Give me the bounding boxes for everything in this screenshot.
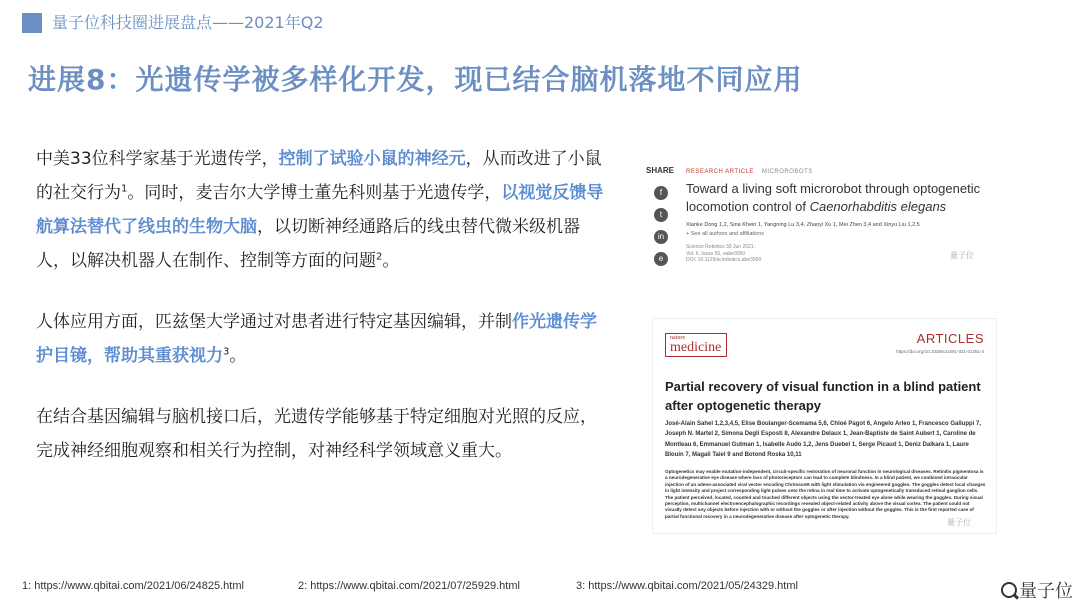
p1-text-c: 。同时，麦吉尔大学博士董先科则基于光遗传学， <box>127 183 502 203</box>
paper1-title-main: Toward a living soft microrobot through optogenetic locomotion control of <box>686 181 981 214</box>
p2-highlight: 作光遗传学护目镜，帮助其重获视力 <box>36 312 597 366</box>
nature-medicine-logo <box>665 333 727 357</box>
brand-logo-text: 量子位 <box>1019 581 1073 602</box>
p2-text-b: 。 <box>229 346 247 366</box>
footnote-ref-2: 2 <box>376 251 383 263</box>
logo-medicine-text: medicine <box>670 340 722 355</box>
paper-screenshot-nature-medicine <box>652 318 997 534</box>
paper1-subcategory: MICROROBOTS <box>761 169 813 175</box>
paper2-title: Partial recovery of visual function in a blind patient after optogenetic therapy <box>665 379 981 413</box>
paragraph-2 <box>36 305 604 373</box>
watermark: 量子位 <box>950 251 974 260</box>
page-title: 进展8：光遗传学被多样化开发，现已结合脑机落地不同应用 <box>28 63 803 96</box>
paragraph-1 <box>36 142 604 278</box>
paper1-see-all-link[interactable]: + See all authors and affiliations <box>686 231 765 237</box>
p1-text-e: 。 <box>382 251 400 271</box>
p1-text-d: ，以切断神经通路后的线虫替代微米级机器人，以解决机器人在制作、控制等方面的问题 <box>36 217 580 271</box>
paper1-title-italic: Caenorhabditis elegans <box>809 199 947 214</box>
paper1-meta-volume: Vol. 6, Issue 55, eabe3950 <box>686 250 746 257</box>
paper-screenshot-science-robotics <box>642 160 1004 272</box>
footnote-1[interactable]: 1: https://www.qbitai.com/2021/06/24825.html <box>22 580 244 592</box>
p1-text-b: ，从而改进了小鼠的社交行为 <box>36 149 602 203</box>
twitter-icon[interactable]: t <box>654 208 668 222</box>
paper2-authors: José-Alain Sahel 1,2,3,4,5, Elise Boulanger-Scemama 5,6, Chloé Pagot 6, Angelo Arleo 1, Francesco Galluppi 7, Joseph N. Martel 2, Simona Degli Esposti 8, Alexandre Delaux 1, Jean-Baptiste de Saint Aubert 1, Caroline de Montleau 6, Emmanuel Gutman 1, Isabelle Audo 1,2, Jens Duebel 1, Serge Picaud 1, Deniz Dalkara 1, Laure Blouin 7, Magali Taiel 9 and Botond Roska 10,11 <box>665 421 981 459</box>
linkedin-icon[interactable]: in <box>654 230 668 244</box>
footnote-ref-1: 1 <box>121 183 128 195</box>
p1-highlight-1: 控制了试验小鼠的神经元 <box>278 149 466 169</box>
paper2-doi: https://doi.org/10.1038/s41591-021-01351-4 <box>896 349 984 354</box>
footnote-3[interactable]: 3: https://www.qbitai.com/2021/05/24329.html <box>576 580 798 592</box>
watermark: 量子位 <box>947 518 971 527</box>
paper1-meta <box>686 244 761 264</box>
paper1-category-label: RESEARCH ARTICLE <box>686 169 754 175</box>
magnifier-q-icon <box>1001 582 1017 598</box>
p1-text-a: 中美33位科学家基于光遗传学， <box>36 149 279 169</box>
header-label: 量子位科技圈进展盘点——2021年Q2 <box>52 13 324 32</box>
p2-text-a: 人体应用方面，匹兹堡大学通过对患者进行特定基因编辑，并制 <box>36 312 512 332</box>
footnote-2[interactable]: 2: https://www.qbitai.com/2021/07/25929.html <box>298 580 520 592</box>
section-label: ARTICLES <box>916 331 984 346</box>
paper2-abstract: Optogenetics may enable mutation-independent, circuit-specific restoration of neuronal function in neurological diseases. Retinitis pigmentosa is a neurodegenerative eye disease where loss of photoreceptors can lead to complete blindness. In a blind patient, we combined intraocular injection of an adeno-associated viral vector encoding ChrimsonR with light stimulation via engineered goggles. The goggles detect local changes in light intensity and project corresponding light pulses onto the retina in real time to activate optogenetically transduced retinal ganglion cells. The patient perceived, located, counted and touched different objects using the vector-treated eye alone while wearing the goggles. During visual perception, multichannel electroencephalographic recordings revealed object-related activity above the visual cortex. The patient could not visually detect any objects before injection with or without the goggles or after injection without the goggles. This is the first reported case of partial functional recovery in a neurodegenerative disease after optogenetic therapy. <box>665 469 986 519</box>
paragraph-3: 在结合基因编辑与脑机接口后，光遗传学能够基于特定细胞对光照的反应，完成神经细胞观察和相关行为控制，对神经科学领域意义重大。 <box>36 407 597 461</box>
email-icon[interactable]: e <box>654 252 668 266</box>
paper1-meta-doi: DOI: 10.1126/scirobotics.abe3950 <box>686 257 762 263</box>
footnote-ref-3: 3 <box>223 346 230 358</box>
header-accent-bar <box>22 13 42 33</box>
facebook-icon[interactable]: f <box>654 186 668 200</box>
paper1-title <box>686 180 996 216</box>
share-label: SHARE <box>646 166 675 175</box>
brand-logo <box>1001 577 1073 603</box>
paper1-meta-journal: Science Robotics 30 Jun 2021: <box>686 244 755 250</box>
p1-highlight-2: 以视觉反馈导航算法替代了线虫的生物大脑 <box>36 183 604 237</box>
paper1-category <box>686 169 813 175</box>
logo-nature-text: nature <box>670 335 685 341</box>
paper1-authors: Xianke Dong 1,2, Sina Kheiri 1, Yangning Lu 3,4, Zhaoyi Xu 1, Mei Zhen 3,4 and Xinyu Liu 1,2,5 <box>686 222 920 228</box>
